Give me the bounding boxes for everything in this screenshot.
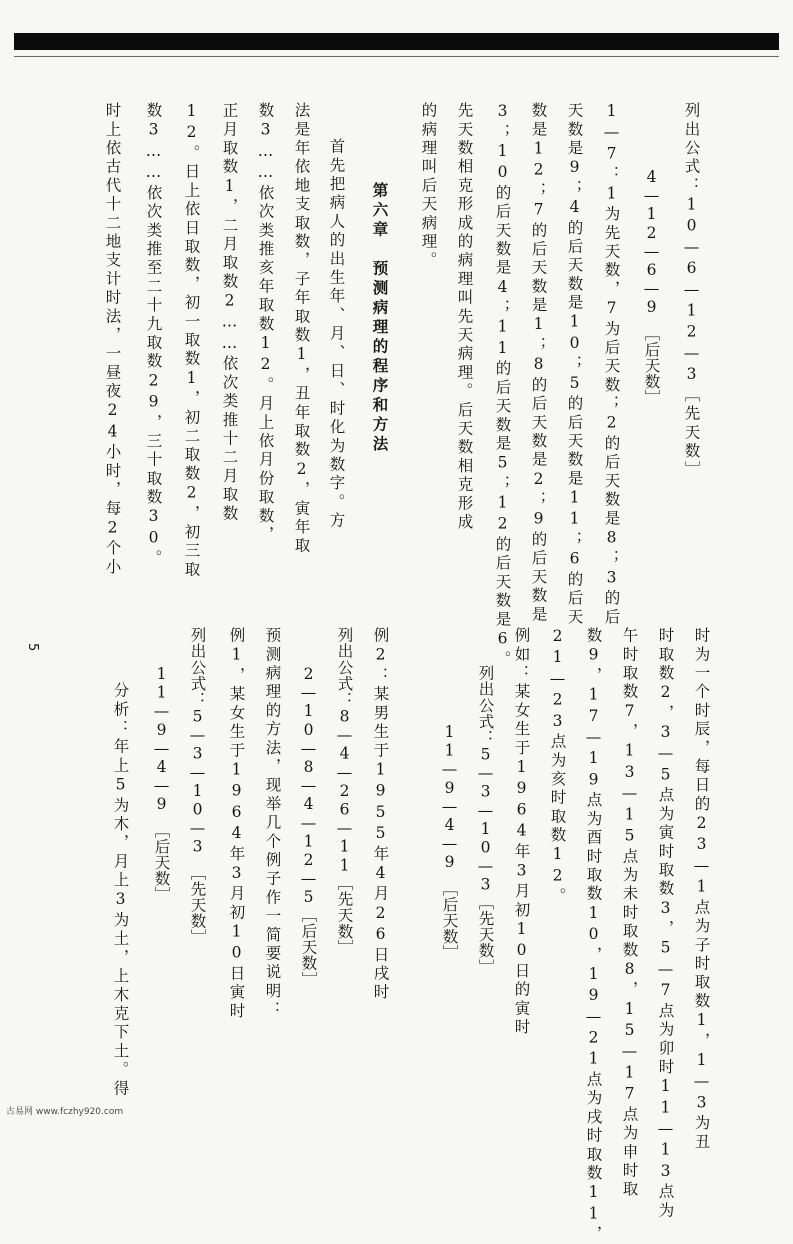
- text-column: 正月取数1，二月取数2……依次类推十二月取数: [220, 102, 239, 524]
- text-column: 时为一个时辰，每日的23—1点为子时取数1，1—3为丑: [692, 627, 711, 1152]
- scan-top-border: [14, 33, 779, 50]
- text-column: 首先把病人的出生年、月、日、时化为数字。方: [327, 138, 346, 531]
- text-column: 天数是9；4的后天数是10；5的后天数是11；6的后天: [565, 102, 584, 627]
- text-column: 例2：某男生于1955年4月26日戌时: [371, 627, 390, 1003]
- text-column: 21—23点为亥时取数12。: [548, 627, 567, 907]
- page-number: 5: [25, 643, 40, 652]
- text-column: 数3……依次类推亥年取数12。月上依月份取数，: [256, 102, 275, 545]
- formula-column: 列出公式：5—3—10—3 ［先天数］: [188, 627, 207, 946]
- text-column: 法是年依地支取数，子年取数1，丑年取数2，寅年取: [292, 102, 311, 556]
- text-column: 时上依古代十二地支计时法，一昼夜24小时，每2个小: [103, 102, 122, 577]
- text-column: 12。日上依日取数，初一取数1，初二取数2，初三取: [182, 102, 201, 580]
- formula-column: 11—9—4—9 ［后天数］: [440, 723, 459, 961]
- text-column: 分析：年上5为木，月上3为土，上木克下土。得: [111, 682, 130, 1099]
- text-column: 先天数相克形成的病理叫先天病理。后天数相克形成: [455, 102, 474, 533]
- text-column: 列出公式：10—6—12—3［先天数］: [682, 102, 701, 480]
- text-column: 数是12；7的后天数是1；8的后天数是2；9的后天数是: [529, 102, 548, 625]
- text-column: 的病理叫后天病理。: [419, 102, 438, 271]
- scan-top-hairline: [14, 56, 779, 57]
- footer-watermark: 古易网 www.fczhy920.com: [6, 1107, 124, 1117]
- text-column: 数3……依次类推至二十九取数29，三十取数30。: [144, 102, 163, 569]
- text-column: 预测病理的方法，现举几个例子作一简要说明：: [263, 627, 282, 1020]
- text-column: 时取数2，3—5点为寅时取数3，5—7点为卯时11—13点为: [656, 627, 675, 1221]
- formula-column: 列出公式：5—3—10—3［先天数］: [476, 665, 495, 975]
- chapter-heading: 第六章 预测病理的程序和方法: [370, 182, 390, 455]
- text-column: 午时取数7，13—15点为未时取数8，15—17点为申时取: [620, 627, 639, 1200]
- formula-column: 2—10—8—4—12—5［后天数］: [299, 665, 318, 988]
- text-column: 1—7：1为先天数，7为后天数；2的后天数是8；3的后: [602, 102, 621, 627]
- formula-column: 列出公式：8—4—26—11［先天数］: [335, 627, 354, 956]
- text-column: 数9，17—19点为酉时取数10，19—21点为戌时取数11，: [584, 627, 603, 1244]
- text-column: 例1，某女生于1964年3月初10日寅时: [227, 627, 246, 1021]
- formula-column: 4—12—6—9 ［后天数］: [642, 168, 661, 406]
- text-column: 3；10的后天数是4；11的后天数是5；12的后天数是6。: [493, 102, 512, 670]
- text-column: 例如：某女生于1964年3月初10日的寅时: [512, 627, 531, 1038]
- formula-column: 11—9—4—9 ［后天数］: [152, 665, 171, 903]
